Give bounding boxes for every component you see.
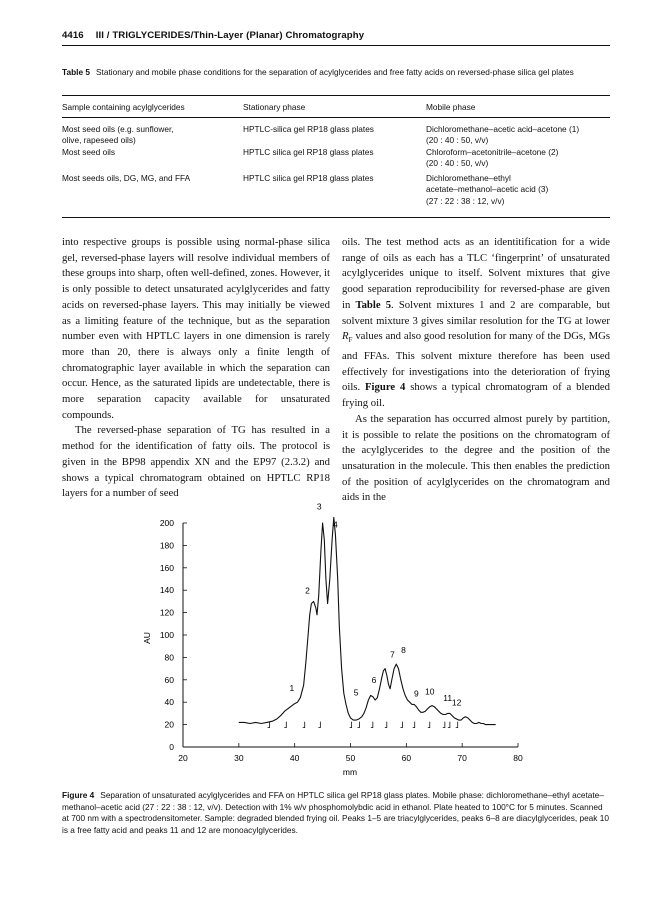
table-cell-mobile-line: acetate–methanol–acetic acid (3) bbox=[426, 184, 549, 195]
y-tick-label: 200 bbox=[159, 518, 174, 528]
text-run: oils. The test method acts as an identitification for a wide range of oils as each has a TLC ‘fingerprint’ of unsaturated acylglycerides unique to itself. Solvent mixtures that give good separation reproducibility for reversed-phase are given in bbox=[342, 236, 610, 311]
spot-marker bbox=[443, 722, 445, 728]
table-row bbox=[62, 147, 232, 158]
figure-label: Figure 4 bbox=[62, 790, 95, 800]
spot-marker bbox=[350, 722, 352, 728]
spot-marker bbox=[303, 722, 305, 728]
table-cell-mobile-line: Dichloromethane–acetic acid–acetone (1) bbox=[426, 124, 580, 134]
table-cell-sample: Most seed oils (e.g. sunflower, bbox=[62, 124, 174, 134]
peak-label: 6 bbox=[371, 675, 377, 686]
x-tick-label: 50 bbox=[345, 753, 356, 763]
peak-label: 10 bbox=[425, 686, 435, 697]
figure-caption bbox=[62, 790, 610, 836]
table-cell-stationary: HPTLC silica gel RP18 glass plates bbox=[243, 173, 374, 183]
text-run: . Solvent mixtures 1 and 2 are comparable, but solvent mixture 3 gives similar resolution for the TG at lower bbox=[342, 298, 610, 327]
spot-marker bbox=[413, 722, 415, 728]
body-column-left bbox=[62, 235, 330, 502]
spot-marker bbox=[428, 722, 430, 728]
peak-label: 3 bbox=[316, 501, 322, 512]
series-line bbox=[239, 517, 496, 724]
running-head bbox=[62, 30, 364, 41]
table-cell-mobile bbox=[426, 124, 610, 147]
table-cell-sample: Most seed oils bbox=[62, 147, 116, 157]
spot-marker bbox=[385, 722, 387, 728]
peak-label: 12 bbox=[451, 697, 462, 708]
x-tick-label: 40 bbox=[289, 753, 300, 763]
paragraph: The reversed-phase separation of TG has resulted in a method for the identification of fatty oils. The protocol is given in the BP98 appendix XN and the EP97 (2.3.2) and shows a typical chromatogram obtained on HPTLC RP18 layers for a number of seed bbox=[62, 424, 330, 500]
table-rule-mid bbox=[62, 117, 610, 118]
y-tick-label: 60 bbox=[164, 674, 174, 685]
table-cell-sample: olive, rapeseed oils) bbox=[62, 135, 136, 146]
running-title: III / TRIGLYCERIDES/Thin-Layer (Planar) Chromatography bbox=[95, 30, 365, 41]
text-run: shows a typical chromatogram of a blended frying oil. bbox=[342, 381, 610, 410]
chart-trace bbox=[239, 517, 496, 724]
y-tick-label: 160 bbox=[159, 562, 174, 573]
spot-marker bbox=[318, 722, 320, 728]
table-header-stationary: Stationary phase bbox=[243, 102, 306, 112]
table-header-sample: Sample containing acylglycerides bbox=[62, 102, 185, 112]
table-row bbox=[62, 173, 232, 184]
y-tick-label: 40 bbox=[164, 697, 174, 708]
page-number: 4416 bbox=[62, 30, 84, 41]
y-tick-label: 140 bbox=[159, 585, 174, 596]
chart-axes bbox=[183, 523, 518, 747]
y-tick-label: 80 bbox=[164, 652, 174, 663]
table-header-mobile: Mobile phase bbox=[426, 102, 476, 112]
peak-label: 2 bbox=[305, 585, 310, 596]
figure-reference[interactable]: Figure 4 bbox=[365, 381, 406, 394]
table-rule-bottom bbox=[62, 217, 610, 218]
peak-label: 11 bbox=[443, 693, 453, 704]
table-reference[interactable]: Table 5 bbox=[355, 298, 392, 311]
spot-marker bbox=[284, 722, 286, 728]
x-tick-label: 60 bbox=[401, 753, 412, 763]
peak-label: 8 bbox=[401, 644, 406, 655]
peak-label: 4 bbox=[333, 519, 338, 530]
x-axis-label: mm bbox=[342, 767, 358, 777]
chart-peak-labels bbox=[290, 502, 462, 708]
table-cell-mobile-line: Chloroform–acetonitrile–acetone (2) bbox=[426, 147, 559, 157]
figure-caption-text: Separation of unsaturated acylglycerides and FFA on HPTLC silica gel RP18 glass plates. Mobile phase: dichloromethane–ethyl acetate–methanol–acetic acid (27 : 22 : 38 : 12, v/v). Detection with 1% w/v phosphomolybdic acid in ethanol. Plate heated to 100°C for 5 minutes. Scanned at 700 nm with a spectrodensitometer. Sample: degraded blended frying oil. Peaks 1–5 are triacylglycerides, peaks 6–8 are diacylglycerides, peak 10 is a free fatty acid and peaks 11 and 12 are monoacylglycerides. bbox=[62, 790, 609, 835]
table-cell-mobile-line: (20 : 40 : 50, v/v) bbox=[426, 158, 489, 169]
table-label: Table 5 bbox=[62, 67, 90, 77]
paragraph: As the separation has occurred almost purely by partition, it is possible to relate the positions on the chromatogram of the acylglycerides to the degree and the position of the unsaturation in the molecule. This then enables the prediction of the position of acylglycerides on the chromatogram and aids in the bbox=[342, 412, 610, 504]
peak-label: 1 bbox=[289, 683, 295, 693]
spot-marker bbox=[456, 722, 458, 728]
paragraph bbox=[342, 235, 610, 412]
peak-label: 7 bbox=[390, 649, 395, 660]
table-cell-sample: Most seeds oils, DG, MG, and FFA bbox=[62, 173, 191, 183]
table-cell-mobile bbox=[426, 147, 610, 170]
table-caption-text: Stationary and mobile phase conditions for the separation of acylglycerides and free fatty acids on reversed-phase silica gel plates bbox=[95, 67, 574, 77]
peak-label: 5 bbox=[353, 687, 359, 698]
chart-ticks bbox=[160, 518, 523, 763]
y-tick-label: 100 bbox=[159, 630, 174, 640]
x-tick-label: 30 bbox=[234, 753, 244, 763]
chromatogram-chart bbox=[140, 501, 540, 780]
header-rule bbox=[62, 45, 610, 46]
table-row bbox=[62, 124, 232, 147]
rf-symbol: R bbox=[342, 330, 349, 343]
spot-marker bbox=[448, 722, 450, 728]
peak-label: 9 bbox=[414, 688, 419, 699]
text-run: values and also good resolution for many of the DGs, MGs and FFAs. This solvent mixture therefore has been used effectively for investigations into the deterioration of frying oils. bbox=[342, 330, 611, 394]
x-tick-label: 20 bbox=[178, 753, 188, 763]
table-cell-mobile bbox=[426, 173, 610, 207]
chart-spot-markers bbox=[268, 722, 458, 728]
spot-marker bbox=[371, 722, 373, 728]
table-cell-stationary: HPTLC-silica gel RP18 glass plates bbox=[243, 124, 374, 134]
x-tick-label: 70 bbox=[457, 753, 467, 763]
y-tick-label: 20 bbox=[164, 719, 174, 730]
y-tick-label: 120 bbox=[159, 607, 174, 618]
table-rule-top bbox=[62, 95, 610, 96]
y-tick-label: 0 bbox=[169, 742, 174, 752]
body-column-right bbox=[342, 235, 610, 506]
spot-marker bbox=[357, 722, 359, 728]
spot-marker bbox=[400, 722, 402, 728]
table-cell-mobile-line: (20 : 40 : 50, v/v) bbox=[426, 135, 489, 146]
paragraph: into respective groups is possible using normal-phase silica gel, reversed-phase layers will resolve individual members of these groups into sharp, often well-defined, zones. However, it is only possible to detect unsaturated acylglycerides and fatty acids on reversed-phase layers. This may initially be viewed as a limiting feature of the technique, but as the separation number even with HPTLC layers in one dimension is rarely more than 20, there is always only a finite length of chromatographic layer available in which the separation can occur. Hence, as the saturated lipids are undetectable, there is more separation capacity available for unsaturated compounds. bbox=[62, 236, 330, 421]
y-axis-label: AU bbox=[142, 632, 152, 644]
table-caption bbox=[62, 67, 610, 79]
y-tick-label: 180 bbox=[159, 540, 174, 551]
table-cell-mobile-line: Dichloromethane–ethyl bbox=[426, 173, 511, 183]
rf-subscript: F bbox=[348, 336, 353, 345]
table-cell-stationary: HPTLC silica gel RP18 glass plates bbox=[243, 147, 374, 157]
table-cell-mobile-line: (27 : 22 : 38 : 12, v/v) bbox=[426, 195, 505, 206]
x-tick-label: 80 bbox=[513, 753, 523, 763]
